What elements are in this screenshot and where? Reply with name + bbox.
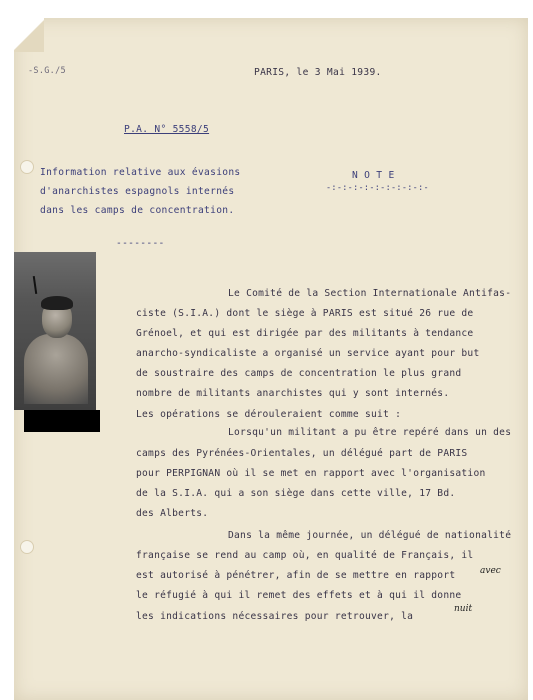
- place-date: PARIS, le 3 Mai 1939.: [254, 67, 382, 78]
- reference-code: -S.G./5: [28, 66, 66, 76]
- body-line: anarcho-syndicaliste a organisé un service ayant pour but: [136, 348, 480, 359]
- body-line: camps des Pyrénées-Orientales, un délégué part de PARIS: [136, 448, 468, 459]
- body-line: le réfugié à qui il remet des effets et à qui il donne: [136, 590, 462, 601]
- body-line: nombre de militants anarchistes qui y sont internés.: [136, 388, 450, 399]
- note-dashes: -:-:-:-:-:-:-:-:-:-: [326, 183, 429, 193]
- redaction-bar: [24, 410, 100, 432]
- subject-line: dans les camps de concentration.: [40, 205, 235, 216]
- subject-rule: --------: [116, 238, 165, 249]
- portrait-photo: [14, 252, 96, 410]
- punch-hole: [20, 160, 34, 174]
- file-reference: P.A. N° 5558/5: [124, 124, 210, 135]
- punch-hole: [20, 540, 34, 554]
- body-line: Dans la même journée, un délégué de nationalité: [228, 530, 512, 541]
- body-line: est autorisé à pénétrer, afin de se mettre en rapport: [136, 570, 456, 581]
- body-line: Lorsqu'un militant a pu être repéré dans un des: [228, 427, 512, 438]
- subject-line: d'anarchistes espagnols internés: [40, 186, 235, 197]
- note-title: N O T E: [352, 170, 395, 181]
- folded-corner: [14, 18, 44, 52]
- subject-line: Information relative aux évasions: [40, 167, 241, 178]
- handwritten-annotation: nuit: [454, 604, 473, 614]
- body-line: pour PERPIGNAN où il se met en rapport avec l'organisation: [136, 468, 486, 479]
- body-line: Grénoel, et qui est dirigée par des militants à tendance: [136, 328, 474, 339]
- body-line: Le Comité de la Section Internationale Antifas-: [228, 288, 512, 299]
- body-line: de la S.I.A. qui a son siège dans cette ville, 17 Bd.: [136, 488, 456, 499]
- body-line: ciste (S.I.A.) dont le siège à PARIS est situé 26 rue de: [136, 308, 474, 319]
- body-line: des Alberts.: [136, 508, 209, 519]
- handwritten-annotation: avec: [480, 566, 501, 576]
- body-line: Les opérations se dérouleraient comme suit :: [136, 409, 402, 420]
- body-line: de soustraire des camps de concentration le plus grand: [136, 368, 462, 379]
- body-line: les indications nécessaires pour retrouver, la: [136, 611, 414, 622]
- body-line: française se rend au camp où, en qualité de Français, il: [136, 550, 474, 561]
